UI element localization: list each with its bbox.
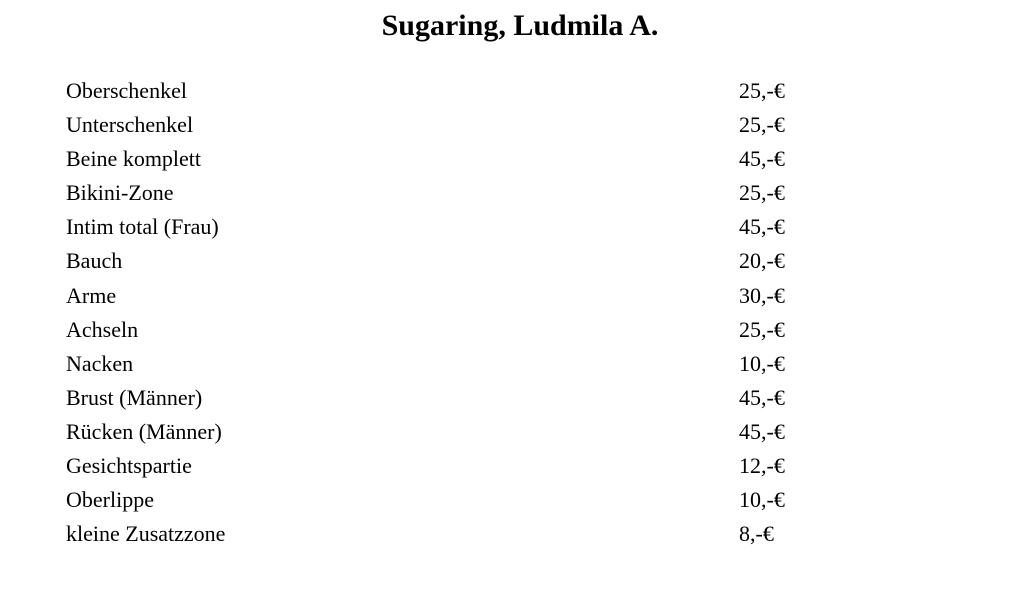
- service-price: 10,-€: [739, 487, 785, 513]
- service-name: Bikini-Zone: [66, 180, 174, 206]
- service-price: 30,-€: [739, 282, 785, 308]
- service-name: Nacken: [66, 350, 134, 376]
- service-name: Intim total (Frau): [66, 214, 219, 240]
- price-row: [66, 210, 826, 244]
- service-name: Unterschenkel: [66, 112, 194, 138]
- price-row: [66, 176, 826, 210]
- price-row: [66, 142, 826, 176]
- price-row: [66, 74, 826, 108]
- service-price: 8,-€: [739, 521, 774, 547]
- price-row: [66, 244, 826, 278]
- service-price: 25,-€: [739, 180, 785, 206]
- service-price: 45,-€: [739, 418, 785, 444]
- service-name: Rücken (Männer): [66, 418, 222, 444]
- price-row: [66, 347, 826, 381]
- service-name: Beine komplett: [66, 146, 202, 172]
- service-name: kleine Zusatzzone: [66, 521, 226, 547]
- price-row: [66, 381, 826, 415]
- service-price: 12,-€: [739, 453, 785, 479]
- service-price: 25,-€: [739, 112, 785, 138]
- service-price: 25,-€: [739, 78, 785, 103]
- service-name: Achseln: [66, 316, 139, 342]
- service-name: Oberlippe: [66, 487, 154, 513]
- price-row: [66, 517, 826, 551]
- service-name: Gesichtspartie: [66, 453, 192, 479]
- price-row: [66, 415, 826, 449]
- service-name: Oberschenkel: [66, 78, 187, 103]
- service-price: 45,-€: [739, 384, 785, 410]
- service-price: 25,-€: [739, 316, 785, 342]
- service-price: 20,-€: [739, 248, 785, 274]
- service-name: Arme: [66, 282, 117, 308]
- price-row: [66, 483, 826, 517]
- price-list: [66, 74, 826, 551]
- price-row: [66, 313, 826, 347]
- service-price: 45,-€: [739, 214, 785, 240]
- service-price: 45,-€: [739, 146, 785, 172]
- price-row: [66, 279, 826, 313]
- page-title: Sugaring, Ludmila A.: [381, 9, 659, 42]
- service-price: 10,-€: [739, 350, 785, 376]
- price-row: [66, 108, 826, 142]
- price-row: [66, 449, 826, 483]
- service-name: Bauch: [66, 248, 123, 274]
- service-name: Brust (Männer): [66, 384, 203, 410]
